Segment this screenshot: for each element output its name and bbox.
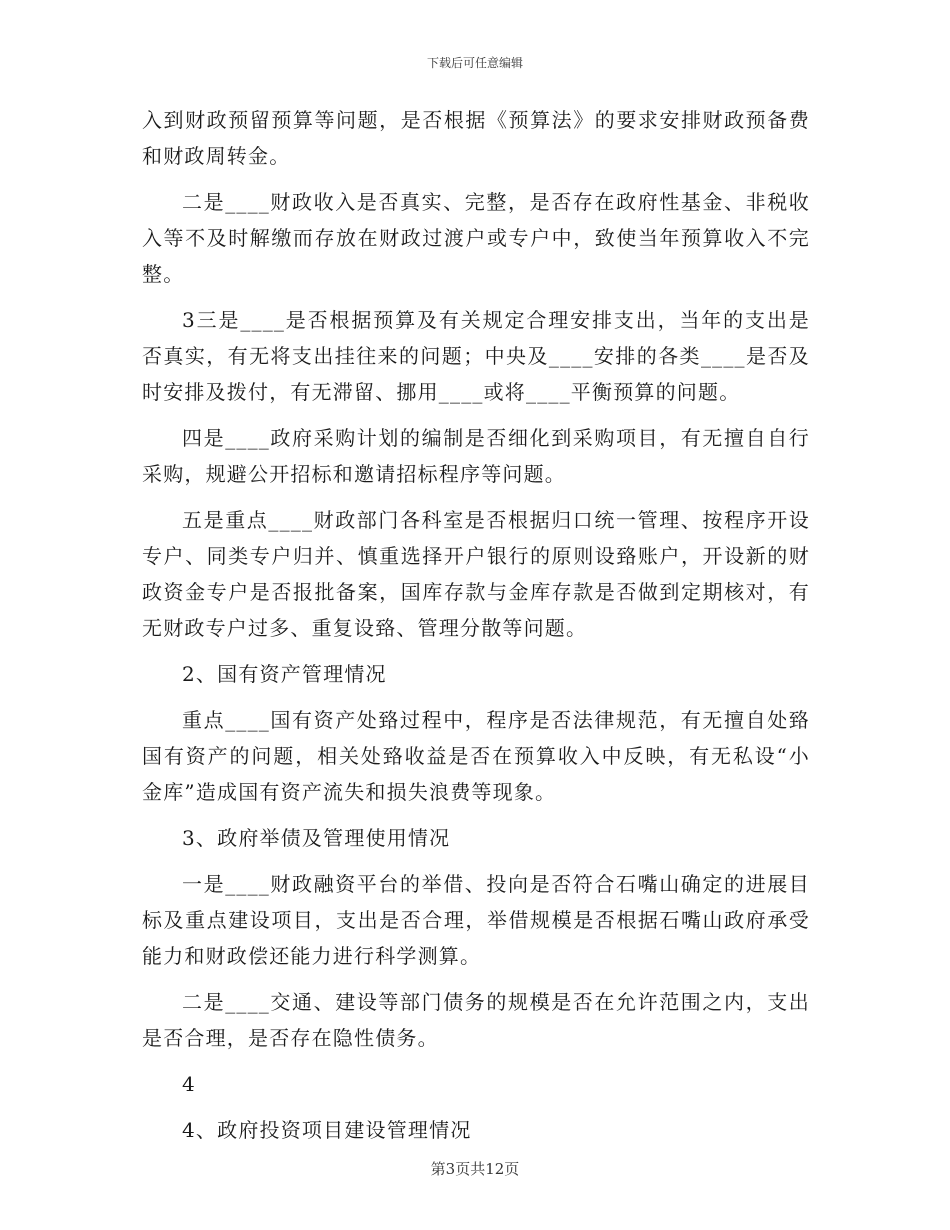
paragraph-item-two: 二是____财政收入是否真实、完整，是否存在政府性基金、非税收入等不及时解缴而存放在财政过渡户或专户中，致使当年预算收入不完整。 (142, 190, 810, 286)
stray-number: 4 (182, 1072, 196, 1096)
section-heading-investment: 4、政府投资项目建设管理情况 (182, 1118, 472, 1142)
paragraph-item-four: 四是____政府采购计划的编制是否细化到采购项目，有无擅自自行采购，规避公开招标和邀请招标程序等问题。 (142, 426, 810, 486)
paragraph-item-three: 3三是____是否根据预算及有关规定合理安排支出，当年的支出是否真实，有无将支出挂往来的问题；中央及____安排的各类____是否及时安排及拨付，有无滞留、挪用____或将____平衡预算的问题。 (142, 308, 810, 404)
paragraph-debt-two: 二是____交通、建设等部门债务的规模是否在允许范围之内，支出是否合理，是否存在隐性债务。 (142, 990, 810, 1050)
document-body (142, 102, 810, 1148)
section-heading-assets: 2、国有资产管理情况 (182, 662, 387, 686)
paragraph-item-five: 五是重点____财政部门各科室是否根据归口统一管理、按程序开设专户、同类专户归并、慎重选择开户银行的原则设臵账户，开设新的财政资金专户是否报批备案，国库存款与金库存款是否做到定期核对，有无财政专户过多、重复设臵、管理分散等问题。 (142, 508, 810, 640)
page-header-note: 下载后可任意编辑 (426, 56, 523, 70)
page-number: 第3页共12页 (430, 1160, 520, 1178)
paragraph-assets: 重点____国有资产处臵过程中，程序是否法律规范，有无擅自处臵国有资产的问题，相关处臵收益是否在预算收入中反映，有无私设“小金库”造成国有资产流失和损失浪费等现象。 (142, 708, 810, 804)
paragraph-continuation: 入到财政预留预算等问题，是否根据《预算法》的要求安排财政预备费和财政周转金。 (142, 108, 810, 168)
section-heading-debt: 3、政府举债及管理使用情况 (182, 826, 451, 850)
paragraph-debt-one: 一是____财政融资平台的举借、投向是否符合石嘴山确定的进展目标及重点建设项目，支出是否合理，举借规模是否根据石嘴山政府承受能力和财政偿还能力进行科学测算。 (142, 872, 810, 968)
